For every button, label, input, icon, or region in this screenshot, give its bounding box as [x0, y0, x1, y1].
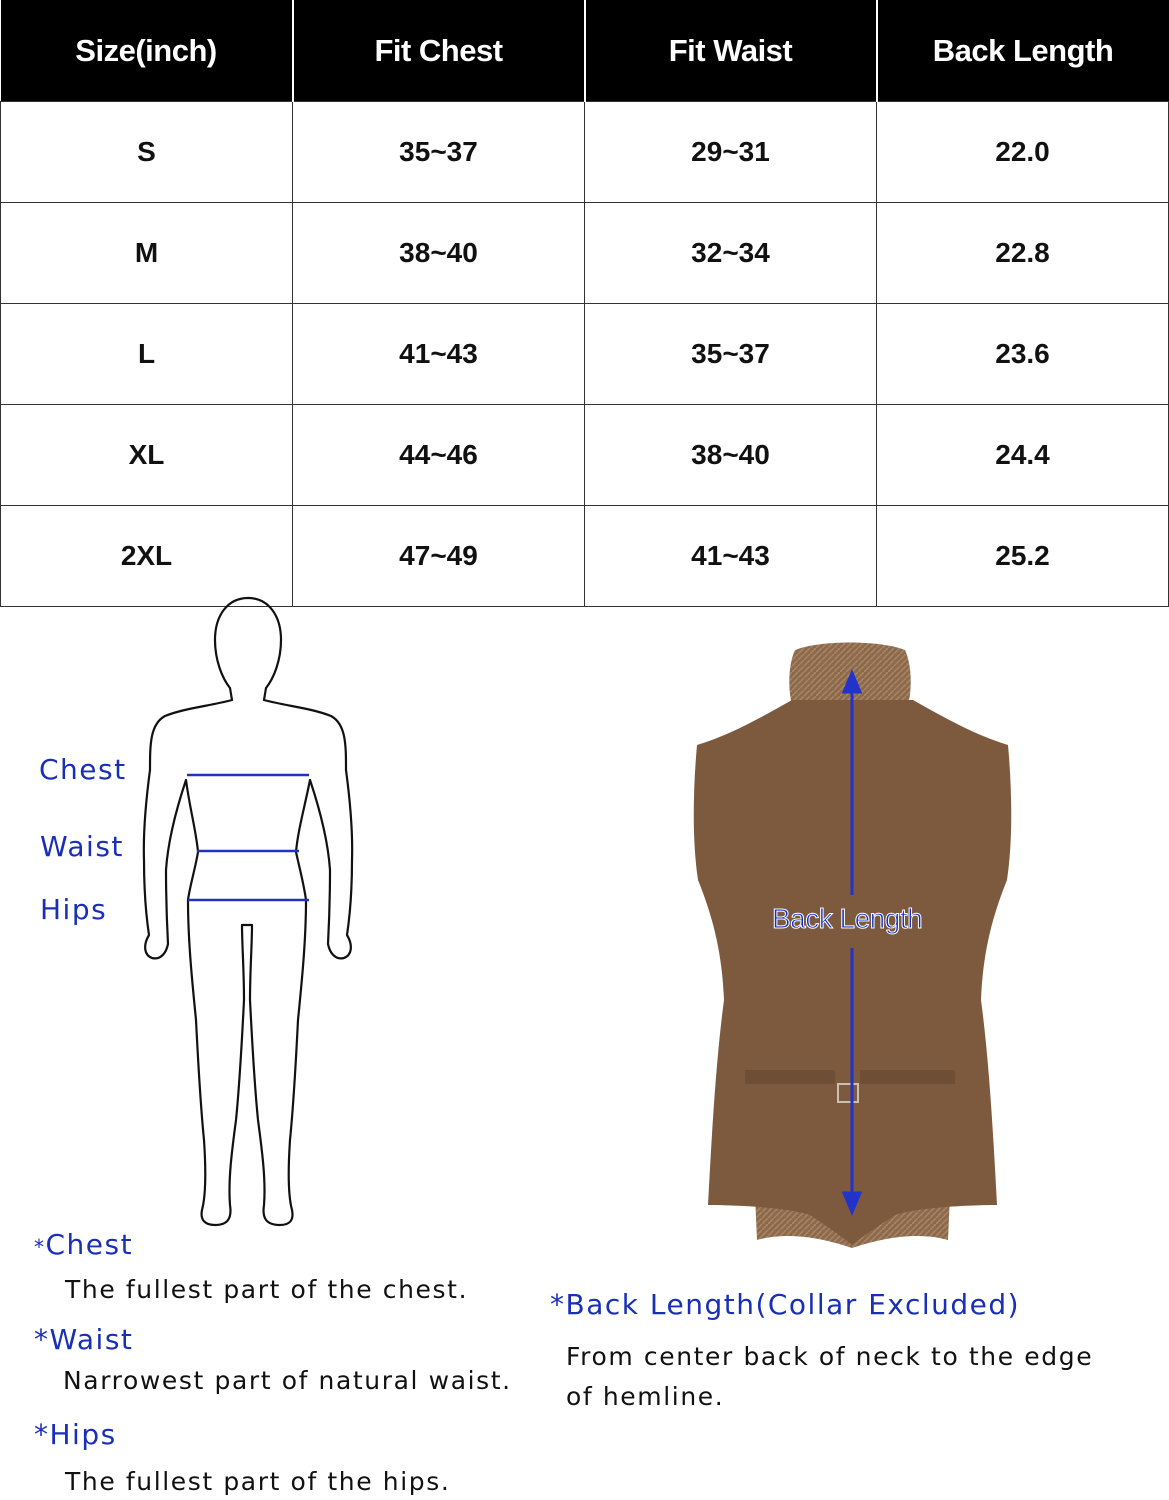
cell-back-length: 25.2 — [877, 506, 1169, 607]
hips-note-title: *Hips — [34, 1418, 117, 1451]
chest-note-title — [34, 1228, 133, 1261]
cell-size: M — [1, 203, 293, 304]
back-length-label: Back Length — [772, 903, 923, 934]
hips-note-desc: The fullest part of the hips. — [65, 1467, 451, 1496]
asterisk-icon: * — [34, 1235, 46, 1259]
cell-back-length: 24.4 — [877, 405, 1169, 506]
cell-chest: 41~43 — [293, 304, 585, 405]
waist-label: Waist — [40, 830, 124, 863]
cell-waist: 32~34 — [585, 203, 877, 304]
waist-note-desc: Narrowest part of natural waist. — [63, 1366, 512, 1395]
header-back-length: Back Length — [877, 0, 1169, 102]
chest-note-title-text: Chest — [45, 1228, 134, 1261]
hips-label: Hips — [40, 893, 108, 926]
cell-chest: 44~46 — [293, 405, 585, 506]
cell-size: 2XL — [1, 506, 293, 607]
chest-label: Chest — [39, 753, 127, 786]
cell-waist: 35~37 — [585, 304, 877, 405]
header-size: Size(inch) — [1, 0, 293, 102]
cell-back-length: 22.0 — [877, 102, 1169, 203]
waist-note-title: *Waist — [34, 1323, 134, 1356]
cell-waist: 41~43 — [585, 506, 877, 607]
back-length-note-title: *Back Length(Collar Excluded) — [550, 1288, 1021, 1321]
back-length-note-desc-line1: From center back of neck to the edge — [566, 1342, 1094, 1371]
cell-back-length: 23.6 — [877, 304, 1169, 405]
cell-chest: 47~49 — [293, 506, 585, 607]
cell-chest: 35~37 — [293, 102, 585, 203]
header-fit-chest: Fit Chest — [293, 0, 585, 102]
cell-size: XL — [1, 405, 293, 506]
back-length-note-desc-line2: of hemline. — [566, 1382, 725, 1411]
cell-back-length: 22.8 — [877, 203, 1169, 304]
chest-note-desc: The fullest part of the chest. — [65, 1275, 469, 1304]
cell-size: L — [1, 304, 293, 405]
cell-size: S — [1, 102, 293, 203]
cell-chest: 38~40 — [293, 203, 585, 304]
header-fit-waist: Fit Waist — [585, 0, 877, 102]
cell-waist: 29~31 — [585, 102, 877, 203]
cell-waist: 38~40 — [585, 405, 877, 506]
